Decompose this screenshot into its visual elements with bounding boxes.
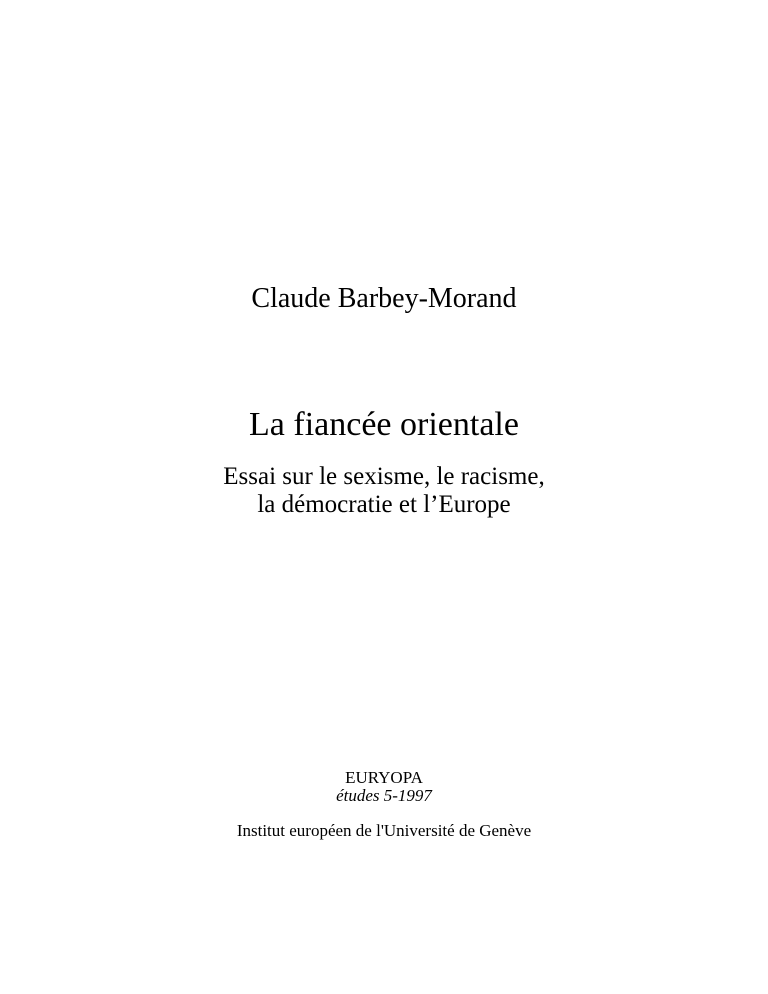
- institute-name: Institut européen de l'Université de Genève: [236, 821, 532, 840]
- author-name: Claude Barbey-Morand: [251, 283, 517, 314]
- book-subtitle: [0, 463, 768, 519]
- subtitle-line-2: la démocratie et l’Europe: [257, 491, 511, 518]
- publisher-name: EURYOPA: [345, 768, 423, 787]
- book-title: La fiancée orientale: [249, 406, 519, 443]
- subtitle-line-1: Essai sur le sexisme, le racisme,: [223, 463, 545, 490]
- series-label: études 5-1997: [336, 786, 432, 805]
